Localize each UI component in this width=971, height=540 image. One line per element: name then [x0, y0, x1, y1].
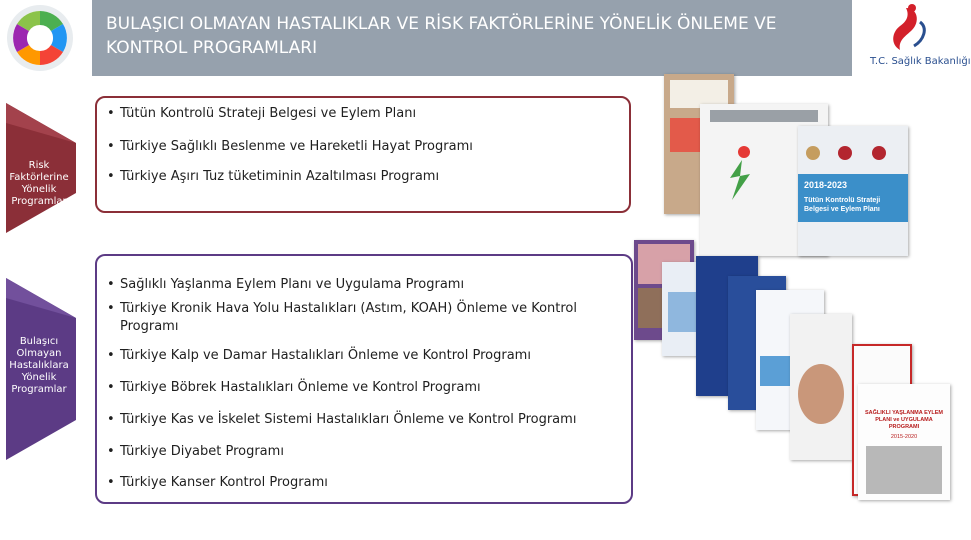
book-cover-image — [798, 126, 908, 256]
list-item: • Türkiye Aşırı Tuz tüketiminin Azaltılması Programı — [107, 169, 440, 184]
book-title: SAĞLIKLI YAŞLANMA EYLEM PLANI ve UYGULAMA PROGRAMI — [864, 410, 944, 430]
book-title: Tütün Kontrolü Strateji Belgesi ve Eylem Planı — [804, 197, 881, 213]
book-cover-image — [790, 314, 852, 460]
list-item: • Türkiye Böbrek Hastalıkları Önleme ve Kontrol Programı — [107, 380, 481, 395]
list-item: • Türkiye Kas ve İskelet Sistemi Hastalıkları Önleme ve Kontrol Programı — [107, 412, 577, 427]
ncd-programs-box — [95, 254, 633, 504]
header-bar — [92, 0, 852, 76]
list-item: • Türkiye Kronik Hava Yolu Hastalıkları (Astım, KOAH) Önleme ve Kontrol Programı — [107, 301, 577, 334]
list-item: • Sağlıklı Yaşlanma Eylem Planı ve Uygulama Programı — [107, 277, 465, 292]
book-year: 2018-2023 — [804, 180, 848, 190]
risk-programs-box — [95, 96, 631, 213]
program-logo — [0, 0, 92, 76]
list-item: • Tütün Kontrolü Strateji Belgesi ve Eylem Planı — [107, 106, 417, 121]
list-item: • Türkiye Sağlıklı Beslenme ve Hareketli Hayat Programı — [107, 139, 473, 154]
list-item: • Türkiye Kalp ve Damar Hastalıkları Önleme ve Kontrol Programı — [107, 348, 531, 363]
list-item: • Türkiye Kanser Kontrol Programı — [107, 475, 328, 490]
ministry-name: T.C. Sağlık Bakanlığı — [870, 56, 971, 67]
risk-section-label: Risk Faktörlerine Yönelik Programlar — [9, 160, 69, 207]
ncd-section-label: Bulaşıcı Olmayan Hastalıklara Yönelik Programlar — [9, 336, 69, 395]
book-cover-image — [858, 384, 950, 500]
book-year: 2015-2020 — [890, 434, 918, 440]
page-title: BULAŞICI OLMAYAN HASTALIKLAR VE RİSK FAKTÖRLERİNE YÖNELİK ÖNLEME VE KONTROL PROGRAMLARI — [106, 14, 777, 58]
list-item: • Türkiye Diyabet Programı — [107, 444, 284, 459]
